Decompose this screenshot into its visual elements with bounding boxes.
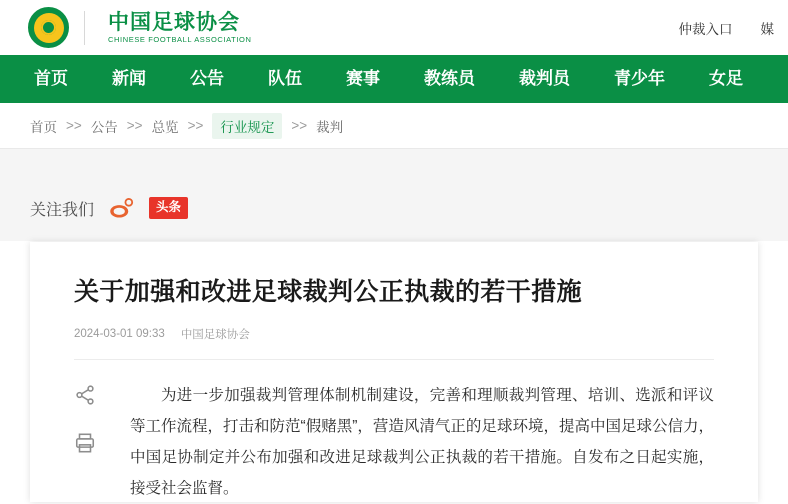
nav-item-teams[interactable]: 队伍 — [246, 55, 324, 103]
nav-item-youth[interactable]: 青少年 — [592, 55, 687, 103]
follow-us-label: 关注我们 — [30, 197, 94, 220]
toutiao-icon[interactable]: 头条 — [149, 197, 188, 219]
follow-us-bar — [0, 175, 788, 241]
logo-text — [108, 11, 252, 45]
site-logo[interactable] — [28, 7, 252, 48]
logo-divider — [84, 11, 85, 45]
article-paragraph: 为进一步加强裁判管理体制机制建设，完善和理顺裁判管理、培训、选派和评议等工作流程，打击和防范“假赌黑”，营造风清气正的足球环境，提高中国足球公信力，中国足协制定并公布加强和改进足球裁判公正执裁的若干措施。自发布之日起实施，接受社会监督。 — [130, 380, 714, 504]
share-icon[interactable] — [74, 384, 96, 406]
breadcrumb-item-industry-rules[interactable]: 行业规定 — [212, 113, 282, 139]
article-side-actions — [74, 380, 130, 504]
breadcrumb-item-referee[interactable]: 裁判 — [316, 116, 343, 136]
breadcrumb-separator: >> — [66, 118, 82, 133]
page-title: 关于加强和改进足球裁判公正执裁的若干措施 — [74, 276, 714, 310]
header-links — [679, 18, 788, 38]
main-nav — [0, 55, 788, 103]
breadcrumb-item-home[interactable]: 首页 — [30, 116, 57, 136]
spacer-band — [0, 149, 788, 175]
nav-item-coaches[interactable]: 教练员 — [402, 55, 497, 103]
breadcrumb-separator: >> — [127, 118, 143, 133]
nav-item-referees[interactable]: 裁判员 — [497, 55, 592, 103]
nav-item-competitions[interactable]: 赛事 — [324, 55, 402, 103]
header-link-media[interactable]: 媒 — [761, 18, 775, 38]
logo-title-en: CHINESE FOOTBALL ASSOCIATION — [108, 35, 252, 45]
breadcrumb-item-overview[interactable]: 总览 — [152, 116, 179, 136]
logo-title-cn: 中国足球协会 — [108, 11, 252, 35]
breadcrumb-separator: >> — [188, 118, 204, 133]
article-body-wrap — [74, 380, 714, 504]
article-card — [30, 242, 758, 502]
nav-item-home[interactable]: 首页 — [12, 55, 90, 103]
weibo-icon[interactable] — [108, 195, 135, 222]
breadcrumb — [30, 113, 343, 139]
cfa-emblem-icon — [28, 7, 69, 48]
breadcrumb-item-announcements[interactable]: 公告 — [91, 116, 118, 136]
nav-item-news[interactable]: 新闻 — [90, 55, 168, 103]
print-icon[interactable] — [74, 432, 96, 454]
article-date: 2024-03-01 09:33 — [74, 328, 165, 340]
article-source: 中国足球协会 — [181, 326, 250, 342]
site-header — [0, 0, 788, 55]
article-meta — [74, 326, 714, 342]
nav-item-announcements[interactable]: 公告 — [168, 55, 246, 103]
header-link-arbitration[interactable]: 仲裁入口 — [679, 18, 733, 38]
breadcrumb-separator: >> — [291, 118, 307, 133]
breadcrumb-bar — [0, 103, 788, 149]
article-divider — [74, 359, 714, 360]
nav-item-womens-football[interactable]: 女足 — [687, 55, 765, 103]
